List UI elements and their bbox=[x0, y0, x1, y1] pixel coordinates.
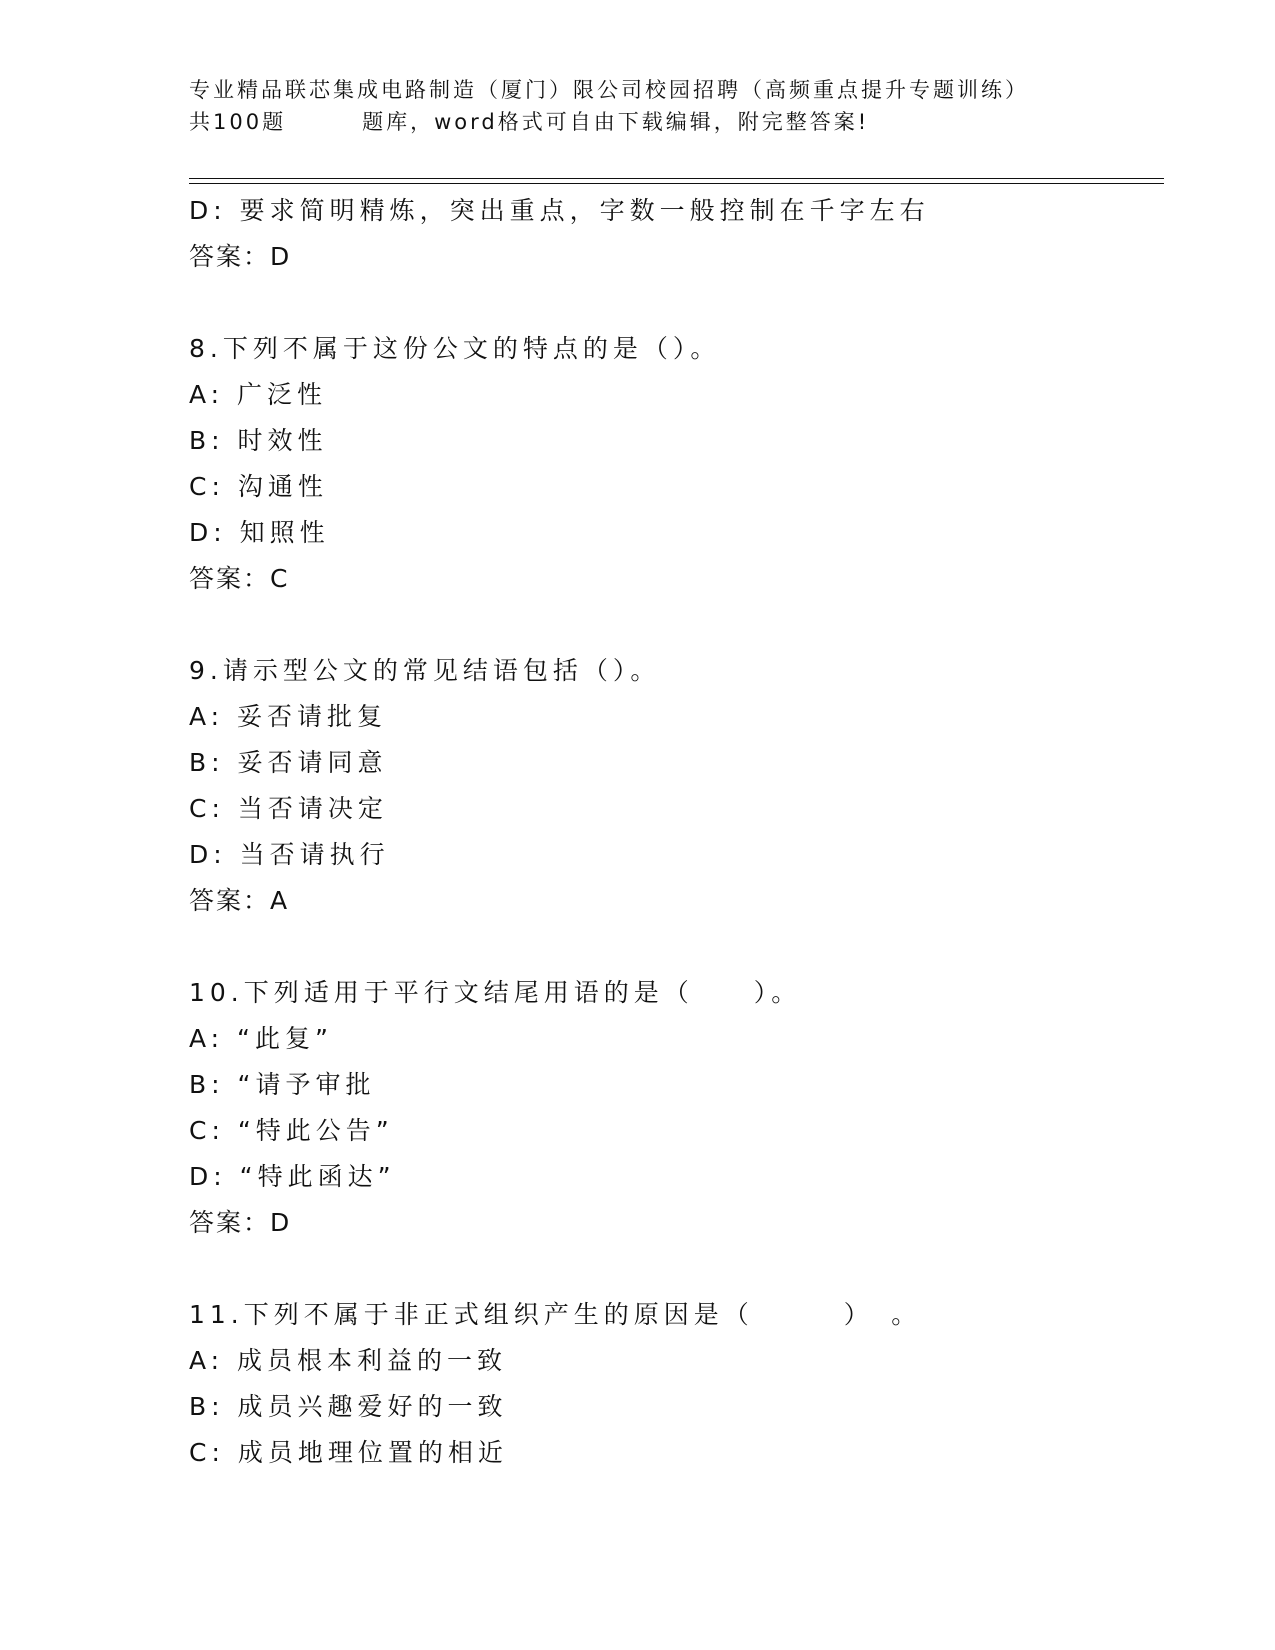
option-c: C: 当否请决定 bbox=[189, 794, 388, 823]
document-header bbox=[189, 74, 1169, 138]
option-b: B: 成员兴趣爱好的一致 bbox=[189, 1392, 508, 1421]
option-b: B: 时效性 bbox=[189, 426, 328, 455]
answer: 答案：A bbox=[189, 886, 290, 915]
option-c: C: 成员地理位置的相近 bbox=[189, 1438, 508, 1467]
answer: 答案：D bbox=[189, 242, 292, 271]
header-count: 共100题 bbox=[189, 110, 287, 134]
option-a: A: 成员根本利益的一致 bbox=[189, 1346, 508, 1375]
option-c: C: 沟通性 bbox=[189, 472, 328, 501]
previous-question-tail bbox=[189, 188, 1169, 280]
question-stem: 10.下列适用于平行文结尾用语的是（ ）。 bbox=[189, 978, 802, 1007]
header-title: 专业精品联芯集成电路制造（厦门）限公司校园招聘（高频重点提升专题训练） bbox=[189, 78, 1029, 102]
question-10 bbox=[189, 970, 1169, 1246]
question-stem: 11.下列不属于非正式组织产生的原因是（ ） 。 bbox=[189, 1300, 922, 1329]
option-c: C: “特此公告” bbox=[189, 1116, 394, 1145]
header-subtitle bbox=[189, 106, 1169, 138]
option-b: B: 妥否请同意 bbox=[189, 748, 388, 777]
option-d: D: 要求简明精炼，突出重点，字数一般控制在千字左右 bbox=[189, 196, 930, 225]
option-a: A: 广泛性 bbox=[189, 380, 328, 409]
option-d: D: 当否请执行 bbox=[189, 840, 390, 869]
question-8 bbox=[189, 326, 1169, 602]
option-d: D: 知照性 bbox=[189, 518, 330, 547]
answer: 答案：D bbox=[189, 1208, 292, 1237]
option-d: D: “特此函达” bbox=[189, 1162, 396, 1191]
header-description: 题库，word格式可自由下载编辑，附完整答案! bbox=[362, 110, 870, 134]
option-a: A: “此复” bbox=[189, 1024, 333, 1053]
document-body bbox=[189, 188, 1169, 1476]
header-divider-top bbox=[189, 178, 1164, 179]
question-11 bbox=[189, 1292, 1169, 1476]
question-stem: 8.下列不属于这份公文的特点的是（）。 bbox=[189, 334, 721, 363]
header-divider-bottom bbox=[189, 183, 1164, 184]
option-a: A: 妥否请批复 bbox=[189, 702, 388, 731]
option-b: B: “请予审批 bbox=[189, 1070, 376, 1099]
answer: 答案：C bbox=[189, 564, 290, 593]
question-9 bbox=[189, 648, 1169, 924]
question-stem: 9.请示型公文的常见结语包括（）。 bbox=[189, 656, 661, 685]
